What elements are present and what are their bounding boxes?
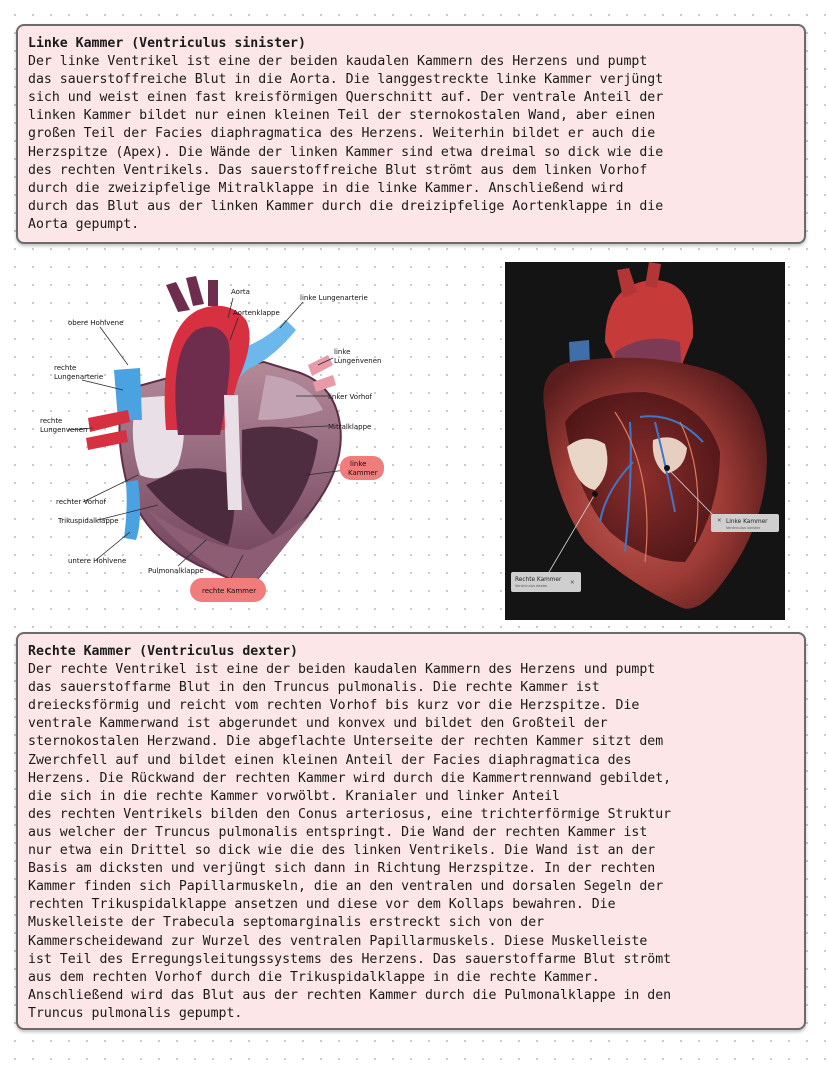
text-line: Kammer finden sich Papillarmuskeln, die an den ventralen und dorsalen Segeln der	[28, 879, 664, 895]
label-linker-vorhof: linker Vorhof	[328, 393, 373, 401]
note-title: Rechte Kammer (Ventriculus dexter)	[28, 644, 298, 659]
label-rechter-vorhof: rechter Vorhof	[56, 498, 106, 506]
note-left-ventricle	[16, 24, 806, 244]
label-linke-lungenvenen-2: Lungenvenen	[334, 357, 382, 365]
label-linke-lungenvenen-1: linke	[334, 348, 351, 356]
text-line: großen Teil der Facies diaphragmatica des Herzens. Weiterhin bildet er auch die	[28, 126, 656, 142]
text-line: aus dem rechten Vorhof durch die Trikuspidalklappe in die rechte Kammer.	[28, 969, 600, 985]
heart-diagram-illustration	[28, 270, 408, 610]
text-line: des rechten Ventrikels. Das sauerstoffreiche Blut strömt aus dem linken Vorhof	[28, 162, 648, 178]
text-line: das sauerstoffreiche Blut in die Aorta. Die langgestreckte linke Kammer verjüngt	[28, 72, 664, 88]
label-linke-kammer-2: Kammer	[348, 469, 378, 477]
aorta-branch-2	[186, 276, 204, 306]
text-line: die sich in die rechte Kammer vorwölbt. Kranialer und linker Anteil	[28, 788, 560, 804]
text-line: durch das Blut aus der linken Kammer durch die dreizipfelige Aortenklappe in die	[28, 198, 664, 214]
label-trikuspidalklappe: Trikuspidalklappe	[58, 517, 119, 525]
heart-3d-model-render	[505, 262, 785, 620]
text-line: Zwerchfell auf und bildet einen kleinen Anteil der Facies diaphragmatica des	[28, 752, 632, 768]
callout-linke-kammer-title: Linke Kammer	[726, 519, 768, 525]
text-line: nur etwa ein Drittel so dick wie die des linken Ventrikels. Die Wand ist an der	[28, 843, 656, 859]
label-rechte-lungenarterie-2: Lungenarterie	[54, 373, 104, 381]
label-aortenklappe: Aortenklappe	[233, 309, 280, 317]
label-rechte-kammer: rechte Kammer	[202, 587, 257, 595]
text-line: Kammerscheidewand zur Wurzel des ventralen Papillarmuskels. Diese Muskelleiste	[28, 933, 648, 949]
label-aorta: Aorta	[231, 288, 250, 296]
note-right-ventricle	[16, 632, 806, 1030]
text-line: Aorta gepumpt.	[28, 216, 140, 232]
label-untere-hohlvene: untere Hohlvene	[68, 557, 127, 565]
text-line: linken Kammer bildet nur einen kleinen Teil der sternokostalen Wand, aber einen	[28, 108, 656, 124]
text-line: Muskelleiste der Trabecula septomarginalis erstreckt sich von der	[28, 915, 545, 931]
text-line: ist Teil des Erregungsleitungssystems des Herzens. Das sauerstoffarme Blut strömt	[28, 951, 672, 967]
note-title: Linke Kammer (Ventriculus sinister)	[28, 36, 306, 51]
note-body	[28, 53, 794, 234]
label-rechte-lungenvenen-1: rechte	[40, 417, 63, 425]
label-rechte-lungenvenen-2: Lungenvenen	[40, 426, 88, 434]
label-rechte-lungenarterie-1: rechte	[54, 364, 77, 372]
label-pulmonalklappe: Pulmonalklappe	[148, 567, 204, 575]
text-line: durch die zweizipfelige Mitralklappe in die linke Kammer. Anschließend wird	[28, 180, 624, 196]
text-line: des rechten Ventrikels bilden den Conus arteriosus, eine trichterförmige Struktur	[28, 806, 672, 822]
heart-diagram	[28, 270, 408, 610]
text-line: rechten Trikuspidalklappe ansetzen und diese vor dem Kollaps bewahren. Die	[28, 897, 616, 913]
pulmonary-vein-left	[308, 355, 333, 376]
text-line: dreiecksförmig und reicht vom rechten Vorhof bis kurz vor die Herzspitze. Die	[28, 698, 640, 714]
text-line: Herzspitze (Apex). Die Wände der linken Kammer sind etwa dreimal so dick wie die	[28, 144, 664, 160]
text-line: sich und weist einen fast kreisförmigen Querschnitt auf. Der ventrale Anteil der	[28, 90, 664, 106]
text-line: Der rechte Ventrikel ist eine der beiden kaudalen Kammern des Herzens und pumpt	[28, 662, 656, 678]
heart-3d-model	[505, 262, 785, 620]
label-obere-hohlvene: obere Hohlvene	[68, 319, 124, 327]
note-body	[28, 661, 794, 1023]
text-line: Der linke Ventrikel ist eine der beiden kaudalen Kammern des Herzens und pumpt	[28, 54, 648, 70]
text-line: aus welcher der Truncus pulmonalis entspringt. Die Wand der rechten Kammer ist	[28, 824, 648, 840]
label-linke-lungenarterie: linke Lungenarterie	[300, 294, 368, 302]
label-linke-kammer-1: linke	[350, 460, 367, 468]
callout-linke-kammer-sub: Ventriculus sinister	[726, 526, 761, 530]
text-line: das sauerstoffarme Blut in den Truncus pulmonalis. Die rechte Kammer ist	[28, 680, 600, 696]
aorta-branch-1	[166, 282, 190, 312]
close-icon-linke[interactable]: ✕	[717, 518, 722, 524]
text-line: Truncus pulmonalis gepumpt.	[28, 1005, 243, 1021]
text-line: Herzens. Die Rückwand der rechten Kammer wird durch die Kammertrennwand gebildet,	[28, 770, 672, 786]
text-line: ventrale Kammerwand ist abgerundet und konvex und bildet den Großteil der	[28, 716, 608, 732]
callout-rechte-kammer-title: Rechte Kammer	[515, 577, 562, 583]
aorta-branch-3	[208, 280, 218, 306]
text-line: Anschließend wird das Blut aus der rechten Kammer durch die Pulmonalklappe in den	[28, 987, 672, 1003]
text-line: Basis am dicksten und verjüngt sich dann in Richtung Herzspitze. In der rechten	[28, 861, 656, 877]
close-icon-rechte[interactable]: ✕	[570, 580, 575, 586]
label-mitralklappe: Mitralklappe	[328, 423, 372, 431]
text-line: sternokostalen Herzwand. Die abgeflachte Unterseite der rechten Kammer sitzt dem	[28, 734, 664, 750]
callout-rechte-kammer-sub: Ventriculus dexter	[515, 584, 548, 588]
